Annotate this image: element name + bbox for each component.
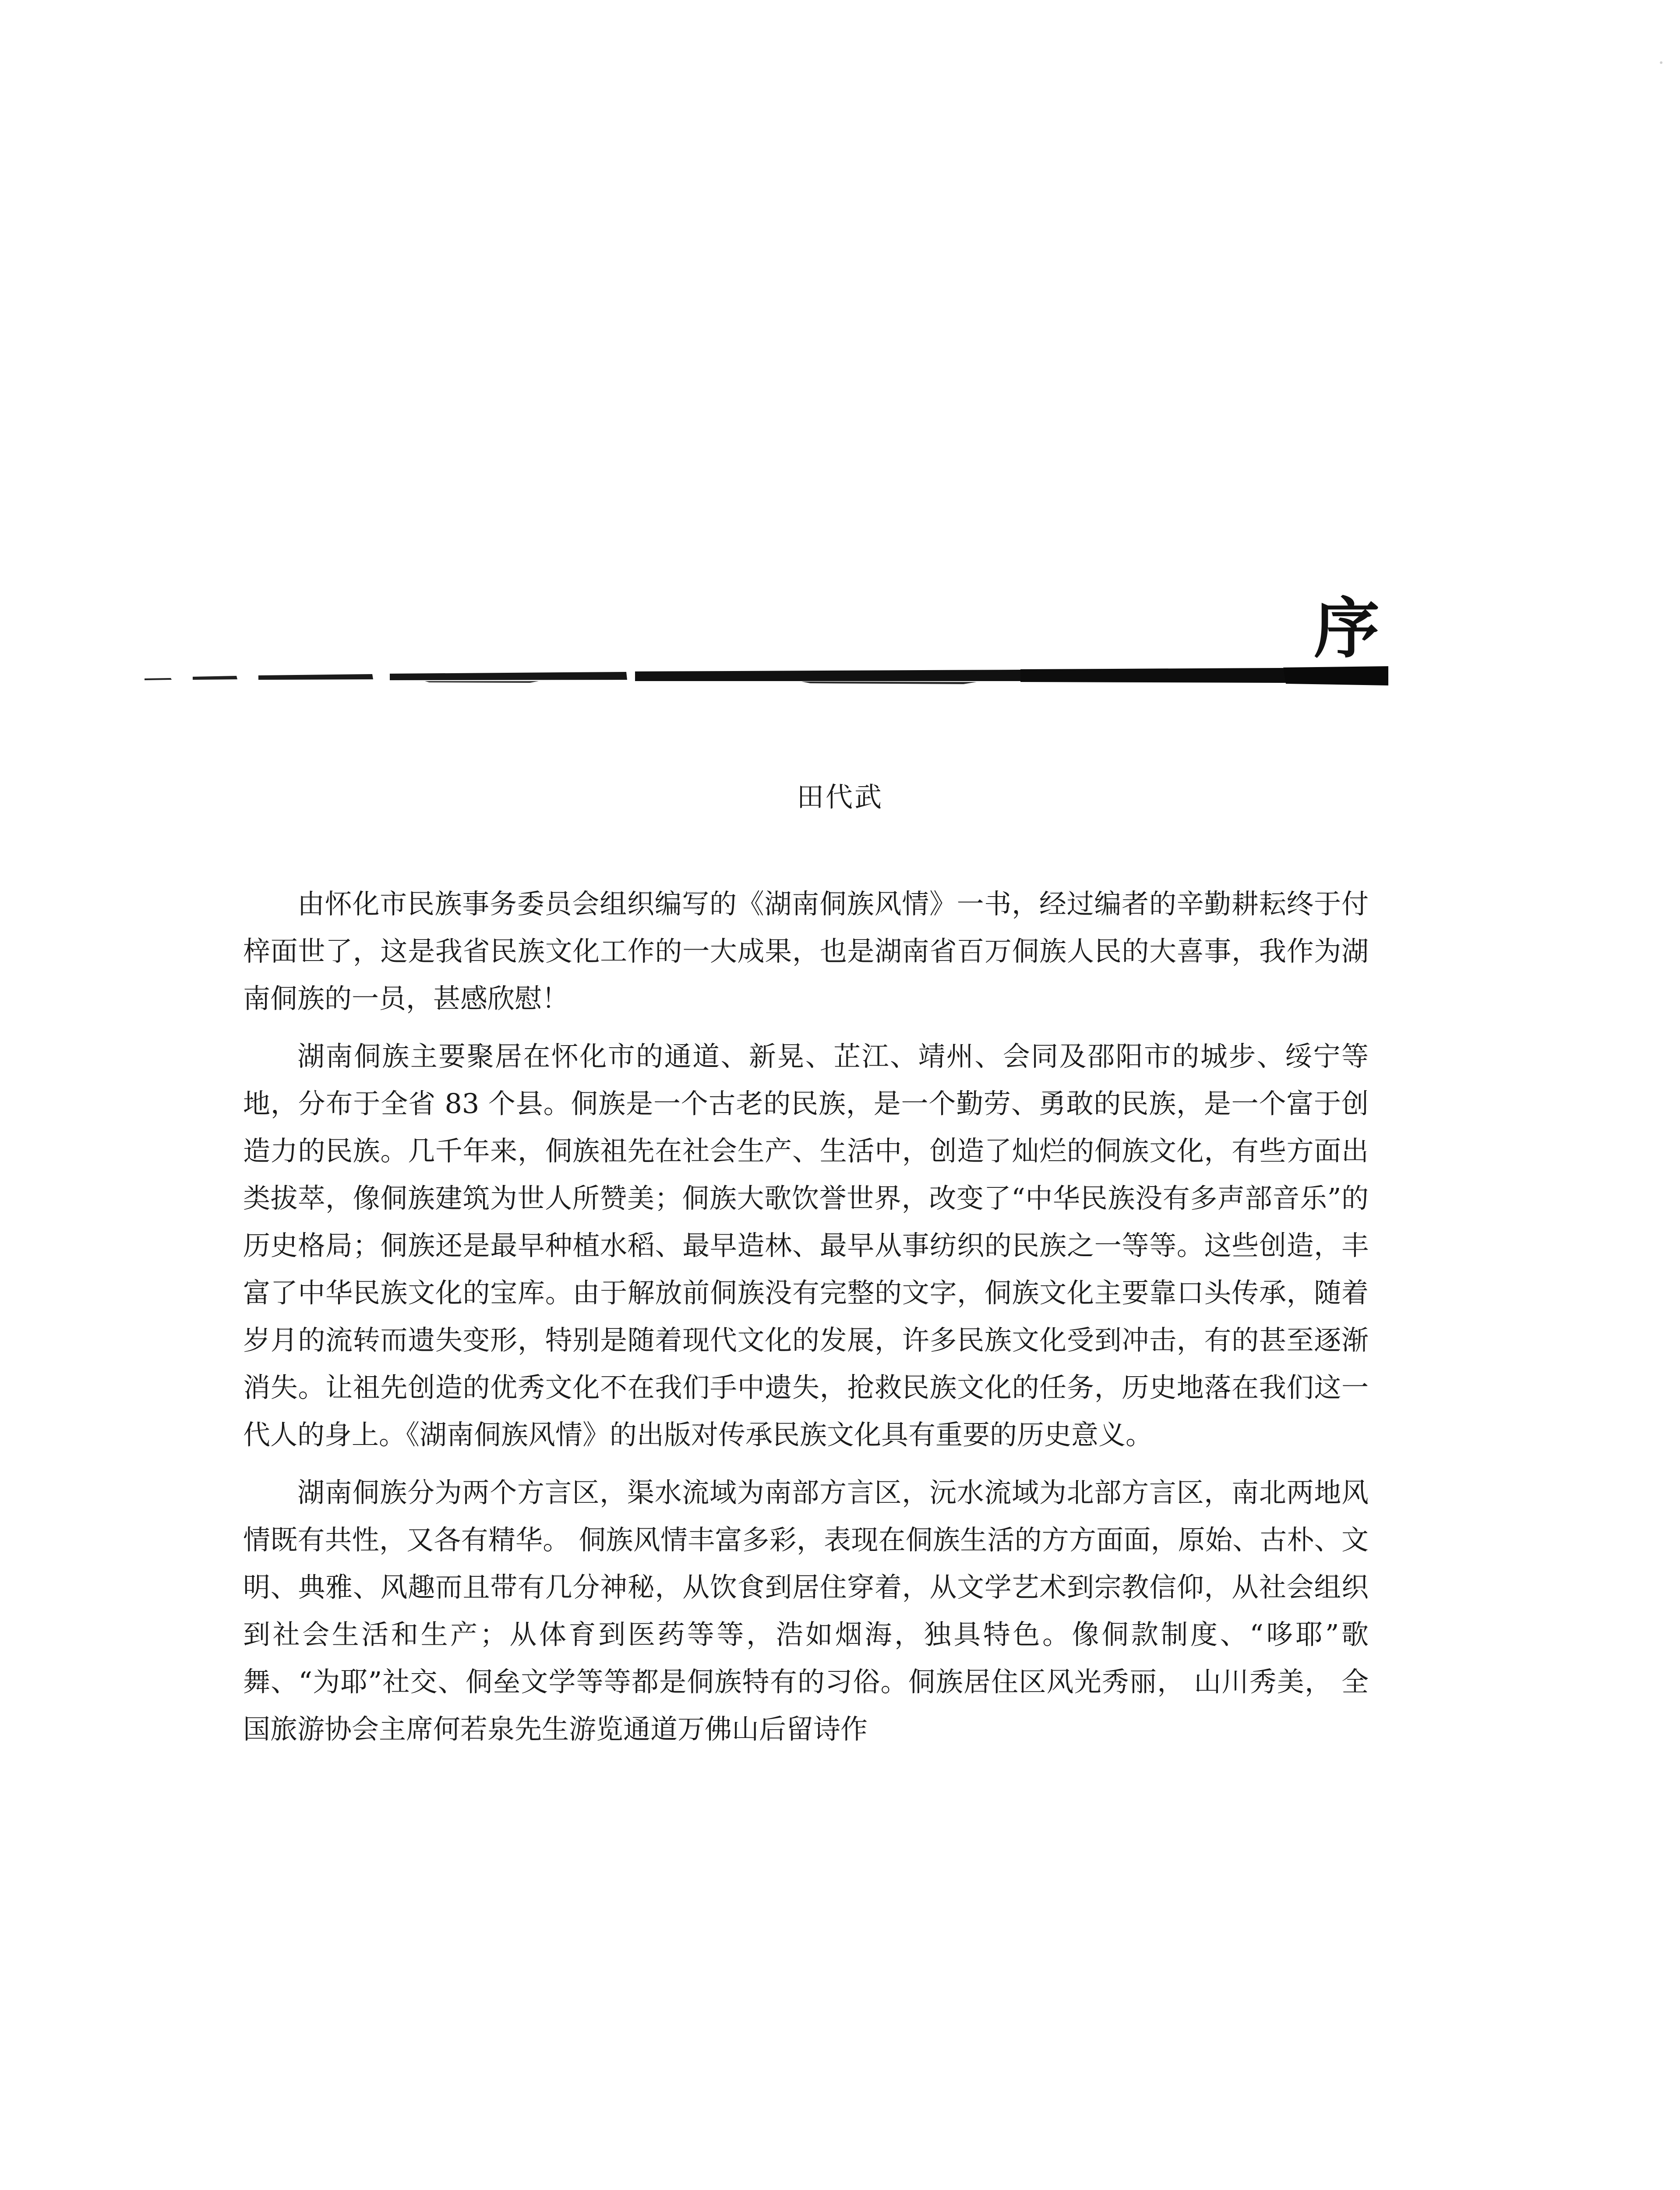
scan-speck bbox=[1660, 61, 1662, 64]
paragraph: 湖南侗族分为两个方言区，渠水流域为南部方言区，沅水流域为北部方言区，南北两地风情既有共性，又各有精华。 侗族风情丰富多彩，表现在侗族生活的方方面面，原始、古朴、文明、典雅、风趣而且带有几分神秘，从饮食到居住穿着，从文学艺术到宗教信仰，从社会组织到社会生活和生产；从体育到医药等等，浩如烟海，独具特色。像侗款制度、“哆耶”歌舞、“为耶”社交、侗垒文学等等都是侗族特有的习俗。侗族居住区风光秀丽， 山川秀美， 全国旅游协会主席何若泉先生游览通道万佛山后留诗作 bbox=[243, 1476, 1369, 1745]
chapter-heading bbox=[145, 561, 1388, 692]
brush-stroke-rule bbox=[145, 664, 1388, 690]
author-name: 田代武 bbox=[796, 781, 883, 813]
paragraph: 由怀化市民族事务委员会组织编写的《湖南侗族风情》一书，经过编者的辛勤耕耘终于付梓面世了，这是我省民族文化工作的一大成果，也是湖南省百万侗族人民的大喜事，我作为湖南侗族的一员，甚感欣慰！ bbox=[243, 888, 1369, 1014]
preface-body bbox=[243, 880, 1369, 1763]
paragraph: 湖南侗族主要聚居在怀化市的通道、新晃、芷江、靖州、会同及邵阳市的城步、绥宁等地，分布于全省 83 个县。侗族是一个古老的民族，是一个勤劳、勇敢的民族，是一个富于创造力的民族。几千年来，侗族祖先在社会生产、生活中，创造了灿烂的侗族文化，有些方面出类拔萃，像侗族建筑为世人所赞美；侗族大歌饮誉世界，改变了“中华民族没有多声部音乐”的历史格局；侗族还是最早种植水稻、最早造林、最早从事纺织的民族之一等等。这些创造，丰富了中华民族文化的宝库。由于解放前侗族没有完整的文字，侗族文化主要靠口头传承，随着岁月的流转而遗失变形，特别是随着现代文化的发展，许多民族文化受到冲击，有的甚至逐渐消失。让祖先创造的优秀文化不在我们手中遗失，抢救民族文化的任务，历史地落在我们这一代人的身上。《湖南侗族风情》的出版对传承民族文化具有重要的历史意义。 bbox=[243, 1040, 1369, 1451]
chapter-title: 序 bbox=[1313, 590, 1380, 667]
